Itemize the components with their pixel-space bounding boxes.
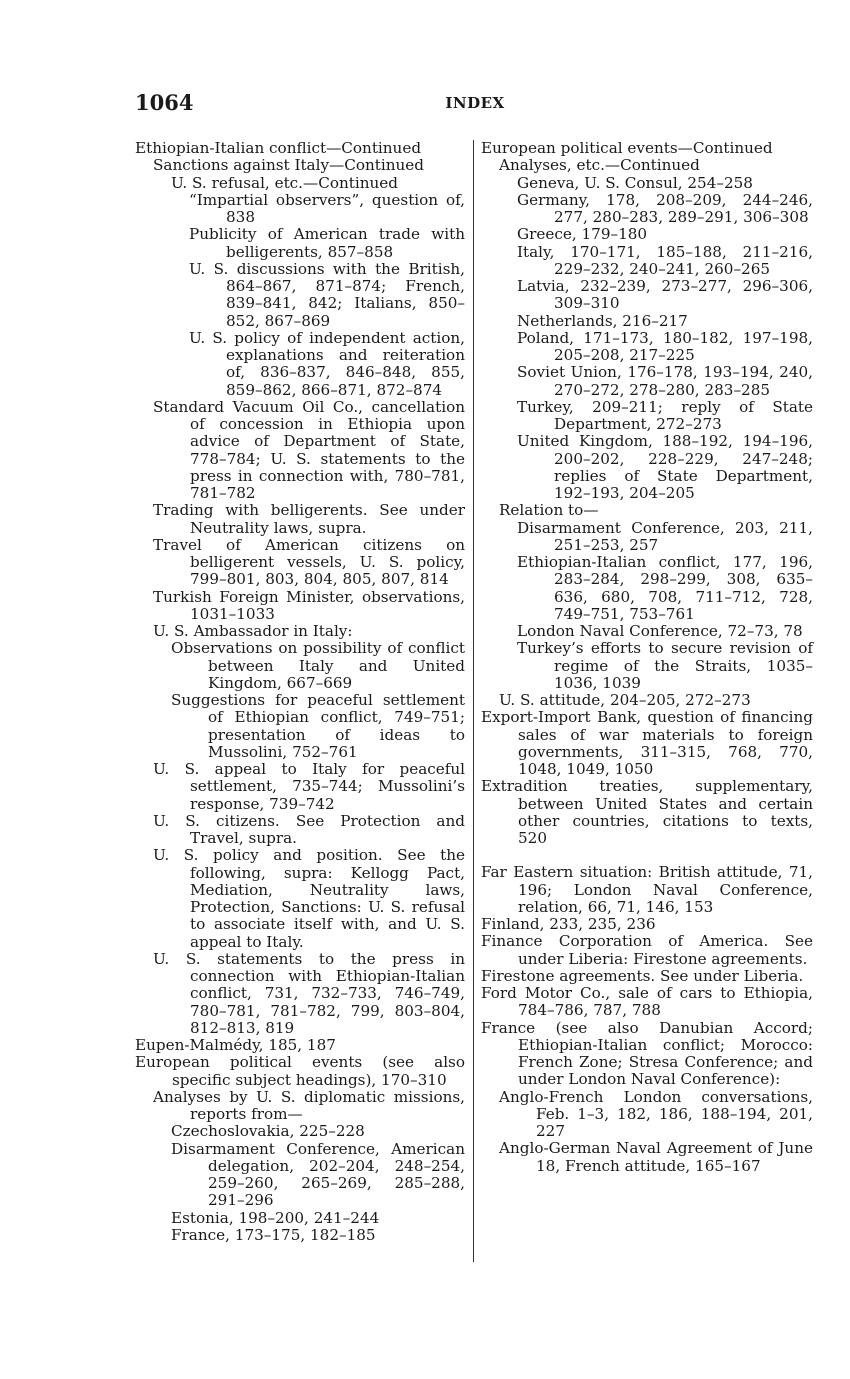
index-entry-text: “Impartial observers”, question of, 838 [189,190,465,226]
index-entry-text: Extradition treaties, supplementary, between United States and certain other countries, citations to texts, 520 [481,777,813,847]
index-entry [481,433,813,502]
index-entry [481,864,813,916]
column-divider [473,140,474,1262]
index-entry [481,520,813,555]
index-entry [481,140,813,157]
index-entry-text: Suggestions for peaceful settlement of Ethiopian conflict, 749–751; presentation of ideas to Mussolini, 752–761 [171,691,465,761]
index-entry-text: France, 173–175, 182–185 [171,1225,376,1244]
index-entry-text: European political events (see also specific subject headings), 170–310 [135,1053,465,1089]
index-entry [481,364,813,399]
index-entry-text: Disarmament Conference, American delegation, 202–204, 248–254, 259–260, 265–269, 285–288, 291–296 [171,1139,465,1210]
index-entry [135,692,465,761]
index-entry-text: Turkey, 209–211; reply of State Department, 272–273 [517,397,813,433]
index-entry [481,244,813,279]
index-entry-text: United Kingdom, 188–192, 194–196, 200–202, 228–229, 247–248; replies of State Department, 192–193, 204–205 [517,432,813,502]
index-entry-text: U. S. statements to the press in connection with Ethiopian-Italian conflict, 731, 732–733, 746–749, 780–781, 781–782, 799, 803–804, 812–813, 819 [153,949,465,1037]
index-entry [135,537,465,589]
page-header [135,90,815,120]
index-entry-text: Greece, 179–180 [517,225,648,244]
index-entry-text: Turkish Foreign Minister, observations, 1031–1033 [153,587,465,623]
index-entry [481,916,813,933]
index-entry-text: Firestone agreements. See under Liberia. [481,966,804,985]
index-entry [135,175,465,192]
index-entry-text: Disarmament Conference, 203, 211, 251–253, 257 [517,518,813,554]
index-entry [135,1210,465,1227]
index-entry-text: Netherlands, 216–217 [517,311,688,330]
index-entry [481,175,813,192]
index-entry-text: U. S. attitude, 204–205, 272–273 [499,691,751,709]
index-entry [481,692,813,709]
index-entry-text: U. S. appeal to Italy for peaceful settlement, 735–744; Mussolini’s response, 739–742 [153,760,465,813]
index-entry-text: Trading with belligerents. See under Neutrality laws, supra. [153,501,465,537]
index-entry [135,1054,465,1089]
index-entry [135,502,465,537]
index-entry-text: U. S. citizens. See Protection and Travel, supra. [153,811,465,847]
index-entry-text: Analyses by U. S. diplomatic missions, reports from— [153,1087,465,1123]
index-entry-text: Far Eastern situation: British attitude, 71, 196; London Naval Conference, relation, 66, 71, 146, 153 [481,863,813,916]
index-entry [481,933,813,968]
index-entry-text: Italy, 170–171, 185–188, 211–216, 229–232, 240–241, 260–265 [517,242,813,278]
index-entry [481,313,813,330]
index-entry-text: Latvia, 232–239, 273–277, 296–306, 309–310 [517,277,813,313]
index-entry-text: Finance Corporation of America. See under Liberia: Firestone agreements. [481,932,813,968]
index-entry [135,813,465,848]
index-entry [135,261,465,330]
index-entry-text: Analyses, etc.—Continued [499,156,700,175]
page-number: 1064 [135,90,194,115]
index-entry [481,330,813,365]
index-entry-text: Sanctions against Italy—Continued [153,156,425,175]
index-entry [481,968,813,985]
index-entry-text: Ethiopian-Italian conflict, 177, 196, 283–284, 298–299, 308, 635–636, 680, 708, 711–712, 728, 749–751, 753–761 [517,553,813,623]
index-entry [481,278,813,313]
index-entry-text: Turkey’s efforts to secure revision of regime of the Straits, 1035–1036, 1039 [517,639,813,692]
index-entry [481,709,813,778]
index-entry [481,985,813,1020]
index-column-left [135,140,465,1244]
index-entry-text: Eupen-Malmédy, 185, 187 [135,1036,336,1054]
index-entry [135,140,465,157]
index-entry [481,1020,813,1089]
index-entry-text: Estonia, 198–200, 241–244 [171,1208,380,1227]
index-entry [135,623,465,640]
index-entry [135,1141,465,1210]
index-entry-text: Geneva, U. S. Consul, 254–258 [517,173,753,192]
index-entry [481,502,813,519]
index-entry [135,192,465,227]
index-entry-text: Finland, 233, 235, 236 [481,915,656,933]
index-entry [135,761,465,813]
index-entry-text: London Naval Conference, 72–73, 78 [517,622,803,640]
index-entry-text: Export-Import Bank, question of financing sales of war materials to foreign governments, 311–315, 768, 770, 1048, 1049, 1050 [481,708,813,778]
index-entry [481,399,813,434]
index-entry-text: Soviet Union, 176–178, 193–194, 240, 270–272, 278–280, 283–285 [517,363,813,399]
index-entry-text: Poland, 171–173, 180–182, 197–198, 205–208, 217–225 [517,328,813,364]
index-entry [135,399,465,503]
index-entry [481,157,813,174]
index-entry [135,1123,465,1140]
index-column-right [481,140,813,1175]
index-entry-text: Ford Motor Co., sale of cars to Ethiopia, 784–786, 787, 788 [481,984,813,1020]
index-entry-text: Standard Vacuum Oil Co., cancellation of concession in Ethiopia upon advice of Department of State, 778–784; U. S. statements to the press in connection with, 780–781, 781–782 [153,397,465,502]
running-head: INDEX [445,94,505,112]
index-entry-text: U. S. refusal, etc.—Continued [171,173,398,192]
index-entry-text: Observations on possibility of conflict between Italy and United Kingdom, 667–669 [171,639,465,692]
index-entry [481,1140,813,1175]
index-entry-text: U. S. discussions with the British, 864–867, 871–874; French, 839–841, 842; Italians, 850–852, 867–869 [189,259,465,330]
index-entry [135,640,465,692]
index-entry [135,951,465,1037]
index-entry-text: U. S. Ambassador in Italy: [153,622,353,640]
index-entry-text: European political events—Continued [481,139,773,157]
index-entry [135,847,465,951]
index-entry-text: Czechoslovakia, 225–228 [171,1122,365,1141]
index-entry [135,1227,465,1244]
index-entry-text: Travel of American citizens on belligerent vessels, U. S. policy, 799–801, 803, 804, 805, 807, 814 [153,535,465,589]
index-entry [135,1089,465,1124]
index-entry [481,623,813,640]
index-entry [481,640,813,692]
index-entry-text: France (see also Danubian Accord; Ethiopian-Italian conflict; Morocco: French Zone; Stresa Conference; and under London Naval Conference): [481,1018,813,1089]
index-entry-text: U. S. policy and position. See the following, supra: Kellogg Pact, Mediation, Neutrality laws, Protection, Sanctions: U. S. refusal to associate itself with, and U. S. appeal to Italy. [153,846,465,951]
index-entry [135,330,465,399]
index-entry [481,192,813,227]
index-entry-text: Ethiopian-Italian conflict—Continued [135,139,422,157]
index-entry-text: U. S. policy of independent action, explanations and reiteration of, 836–837, 846–848, 855, 859–862, 866–871, 872–874 [189,328,465,399]
index-entry-text: Germany, 178, 208–209, 244–246, 277, 280–283, 289–291, 306–308 [517,190,813,226]
index-entry-text: Anglo-French London conversations, Feb. 1–3, 182, 186, 188–194, 201, 227 [499,1087,813,1140]
index-entry [481,554,813,623]
index-entry [135,589,465,624]
index-entry-text: Publicity of American trade with belligerents, 857–858 [189,225,465,261]
index-entry [135,226,465,261]
index-entry-text: Relation to— [499,501,599,520]
index-entry [135,157,465,174]
index-entry [481,226,813,243]
index-entry [481,1089,813,1141]
index-entry [481,778,813,847]
index-entry [135,1037,465,1054]
index-entry-text: Anglo-German Naval Agreement of June 18, French attitude, 165–167 [499,1139,813,1175]
